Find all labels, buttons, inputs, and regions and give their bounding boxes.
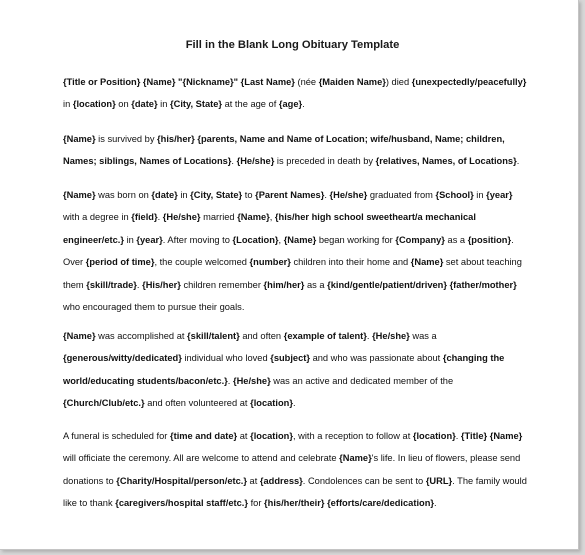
text-run: Over	[63, 257, 86, 268]
placeholder-field: {unexpectedly/peacefully}	[411, 77, 527, 87]
text-run: ,	[278, 234, 284, 245]
placeholder-field: {Title or Position}	[63, 77, 141, 87]
paragraph-survived-by	[63, 128, 543, 173]
text-run: A funeral is scheduled for	[63, 431, 170, 441]
placeholder-field: {him/her}	[263, 279, 305, 290]
placeholder-field: {location}	[72, 99, 116, 110]
placeholder-field: {date}	[131, 99, 158, 110]
text-run: , with a reception to follow at	[292, 431, 413, 441]
placeholder-field: {relatives, Names, of Locations}	[375, 156, 517, 167]
text-line	[63, 206, 543, 228]
placeholder-field: {Nickname}	[182, 77, 234, 87]
placeholder-field: {Name}	[283, 234, 317, 245]
placeholder-field: {City, State}	[170, 99, 223, 110]
text-line	[63, 229, 543, 251]
text-run: graduated from	[367, 190, 436, 200]
text-line	[63, 425, 543, 447]
text-run: married	[200, 212, 238, 223]
text-run: who encouraged them to pursue their goals.	[63, 302, 245, 313]
placeholder-field: {Church/Club/etc.}	[63, 398, 145, 409]
placeholder-field: {His/her}	[142, 279, 181, 290]
placeholder-field: {Name}	[63, 331, 96, 341]
text-run: at	[237, 431, 251, 441]
placeholder-field: "	[233, 77, 241, 87]
placeholder-field: {example of talent}	[283, 331, 367, 341]
placeholder-field: {School}	[435, 190, 474, 200]
text-run: is survived by	[95, 134, 158, 144]
text-run: .	[455, 431, 461, 441]
text-run: 's life. In lieu of flowers, please send	[371, 453, 521, 464]
text-run: individual who loved	[181, 353, 271, 364]
placeholder-field: Names; siblings, Names of Locations}	[63, 156, 232, 167]
text-line	[63, 184, 543, 206]
placeholder-field: {kind/gentle/patient/driven}	[327, 279, 447, 290]
text-line	[63, 251, 543, 273]
text-run: .	[434, 498, 437, 509]
placeholder-field: {parents, Name and Name of Location; wife/husband, Name; children,	[197, 134, 505, 144]
placeholder-field: {subject}	[270, 353, 310, 364]
text-run: . The family would	[452, 475, 527, 486]
placeholder-field: {number}	[249, 257, 291, 268]
text-run: children into their home and	[290, 257, 411, 268]
text-run: and often	[239, 331, 284, 341]
text-line	[63, 150, 543, 172]
placeholder-field: {his/her/their}	[264, 498, 325, 509]
text-line	[63, 274, 543, 296]
text-run: and often volunteered at	[144, 398, 251, 409]
placeholder-field: {Company}	[395, 234, 445, 245]
text-line	[63, 71, 543, 93]
placeholder-field: {location}	[412, 431, 456, 441]
placeholder-field: {Last Name}	[240, 77, 295, 87]
placeholder-field: {He/she}	[329, 190, 368, 200]
placeholder-field: {location}	[250, 431, 293, 441]
placeholder-field: {He/she}	[162, 212, 201, 223]
text-run: in	[473, 190, 487, 200]
placeholder-field: {period of time}	[85, 257, 155, 268]
text-run: was a	[409, 331, 437, 341]
placeholder-field: {time and date}	[169, 431, 238, 441]
text-run: in	[63, 99, 73, 110]
text-run: and who was passionate about	[310, 353, 443, 364]
text-line	[63, 470, 543, 492]
placeholder-field: {Name}	[63, 190, 96, 200]
text-run: as a	[304, 279, 328, 290]
document-title: Fill in the Blank Long Obituary Template	[185, 39, 400, 51]
text-run: .	[157, 212, 163, 223]
text-run: for	[248, 498, 265, 509]
text-run: is preceded in death by	[274, 156, 376, 167]
placeholder-field: {Name}	[489, 431, 523, 441]
text-run: , the couple welcomed	[154, 257, 250, 268]
placeholder-field: {age}	[278, 99, 303, 110]
placeholder-field: {address}	[259, 475, 303, 486]
placeholder-field: {URL}	[425, 475, 453, 486]
text-run: .	[227, 375, 233, 386]
text-run: .	[324, 190, 330, 200]
text-run: at the age of	[222, 99, 279, 110]
placeholder-field: {caregivers/hospital staff/etc.}	[115, 498, 248, 509]
placeholder-field: {Location}	[232, 234, 279, 245]
placeholder-field: {year}	[136, 234, 163, 245]
placeholder-field: {He/she}	[232, 375, 271, 386]
text-run: like to thank	[63, 498, 116, 509]
text-run: . Condolences can be sent to	[302, 475, 426, 486]
placeholder-field: {efforts/care/dedication}	[327, 498, 435, 509]
placeholder-field: {date}	[151, 190, 178, 200]
text-line	[63, 392, 543, 414]
text-line	[63, 128, 543, 150]
text-run: ,	[269, 212, 275, 223]
placeholder-field: {Maiden Name}	[318, 77, 386, 87]
placeholder-field: {location}	[250, 398, 293, 409]
text-run: set about teaching	[443, 257, 522, 268]
text-run: at	[246, 475, 260, 486]
text-line	[63, 93, 543, 115]
placeholder-field: {skill/talent}	[187, 331, 240, 341]
text-run: children remember	[180, 279, 264, 290]
text-run: (née	[294, 77, 319, 87]
text-run: was an active and dedicated member of the	[270, 375, 454, 386]
text-run: .	[231, 156, 237, 167]
placeholder-field: {skill/trade}	[86, 279, 137, 290]
placeholder-field: {Name}	[339, 453, 372, 464]
placeholder-field: {Title}	[460, 431, 488, 441]
text-run: .	[302, 99, 305, 110]
text-line	[63, 447, 543, 469]
placeholder-field: {He/she}	[372, 331, 410, 341]
placeholder-field: {generous/witty/dedicated}	[63, 353, 182, 364]
placeholder-field: {changing the	[442, 353, 505, 364]
text-run: on	[115, 99, 132, 110]
text-run: ) died	[385, 77, 412, 87]
placeholder-field: "	[175, 77, 183, 87]
text-run: began working for	[316, 234, 396, 245]
placeholder-field: {He/she}	[236, 156, 275, 167]
placeholder-field: {Name}	[142, 77, 176, 87]
text-run: was born on	[95, 190, 152, 200]
text-run: in	[177, 190, 191, 200]
text-run: as a	[444, 234, 468, 245]
placeholder-field: {position}	[467, 234, 512, 245]
text-run: in	[157, 99, 170, 110]
placeholder-field: {Name}	[237, 212, 270, 223]
text-run: .	[516, 156, 520, 167]
text-run: .	[366, 331, 373, 341]
paragraph-death-notice	[63, 71, 543, 116]
paragraph-funeral-details	[63, 425, 543, 515]
placeholder-field: {field}	[131, 212, 158, 223]
text-run: .	[136, 279, 143, 290]
placeholder-field: {his/her}	[157, 134, 195, 144]
paragraph-accomplishments	[63, 325, 543, 415]
text-run: them	[63, 279, 87, 290]
placeholder-field: {his/her high school sweetheart/a mechanical	[274, 212, 476, 223]
placeholder-field: {Name}	[63, 134, 96, 144]
text-run: .	[292, 398, 296, 409]
placeholder-field: {father/mother}	[449, 279, 517, 290]
placeholder-field: engineer/etc.}	[63, 234, 124, 245]
text-run: with a degree in	[63, 212, 132, 223]
text-line	[63, 347, 543, 369]
placeholder-field: {year}	[486, 190, 513, 200]
text-line	[63, 296, 543, 318]
placeholder-field: {Charity/Hospital/person/etc.}	[116, 475, 247, 486]
text-run: donations to	[63, 475, 117, 486]
placeholder-field: {City, State}	[190, 190, 243, 200]
text-run: . After moving to	[162, 234, 233, 245]
text-run: will officiate the ceremony. All are welcome to attend and celebrate	[63, 453, 340, 464]
text-line	[63, 325, 543, 347]
text-line	[63, 370, 543, 392]
paragraph-life-story	[63, 184, 543, 318]
text-run: to	[242, 190, 256, 200]
placeholder-field: world/educating students/bacon/etc.}	[63, 375, 228, 386]
text-run: in	[123, 234, 137, 245]
placeholder-field: {Name}	[410, 257, 444, 268]
text-line	[63, 492, 543, 514]
placeholder-field: {Parent Names}	[255, 190, 325, 200]
text-run: .	[511, 234, 514, 245]
text-run: was accomplished at	[95, 331, 188, 341]
